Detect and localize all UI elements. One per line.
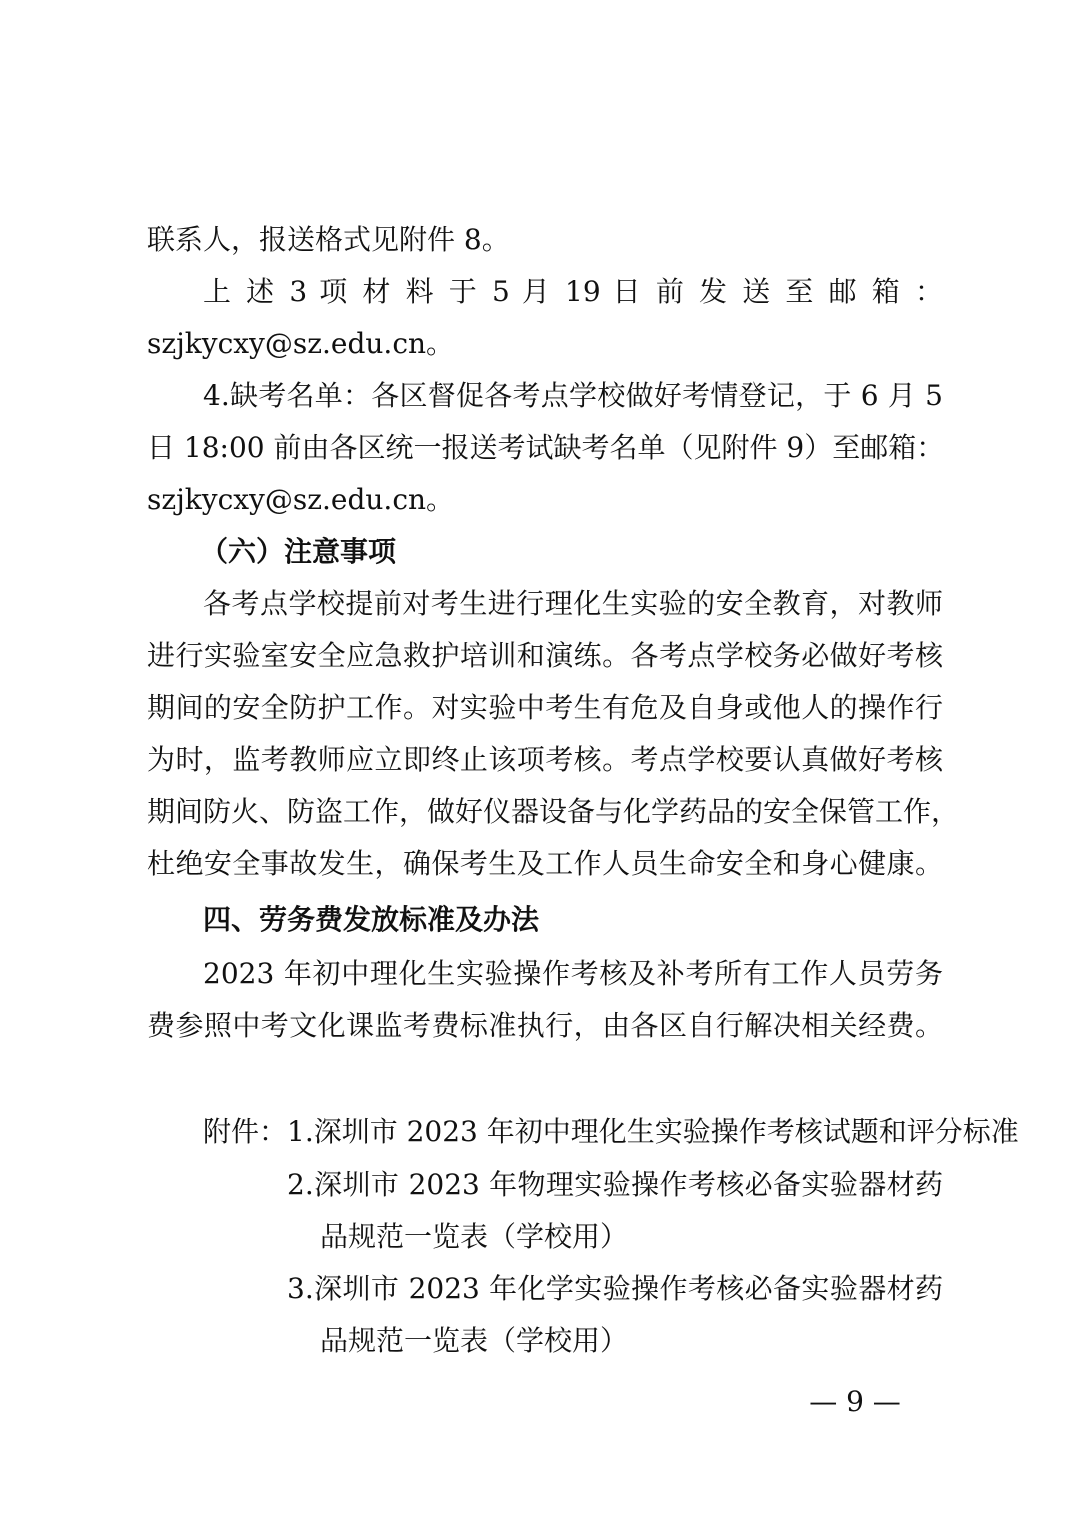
- section-heading-fees: 四、劳务费发放标准及办法: [203, 903, 540, 936]
- page-number: — 9 —: [809, 1385, 901, 1418]
- notes-line-6: 杜绝安全事故发生，确保考生及工作人员生命安全和身心健康。: [147, 847, 943, 880]
- attachment-item-2-continued: 品规范一览表（学校用）: [320, 1220, 629, 1253]
- email-address-1: szjkycxy@sz.edu.cn。: [147, 327, 455, 360]
- notes-line-5: 期间防火、防盗工作，做好仪器设备与化学药品的安全保管工作，: [147, 795, 960, 828]
- body-line-2: 上 述 3 项 材 料 于 5 月 19 日 前 发 送 至 邮 箱 ：: [203, 275, 943, 308]
- attachment-item-1: 1.深圳市 2023 年初中理化生实验操作考核试题和评分标准: [287, 1115, 1019, 1148]
- body-line-1: 联系人，报送格式见附件 8。: [147, 223, 510, 256]
- notes-line-3: 期间的安全防护工作。对实验中考生有危及自身或他人的操作行: [147, 691, 943, 724]
- notes-line-4: 为时，监考教师应立即终止该项考核。考点学校要认真做好考核: [147, 743, 943, 776]
- attachment-item-3: 3.深圳市 2023 年化学实验操作考核必备实验器材药: [287, 1272, 943, 1305]
- notes-line-2: 进行实验室安全应急救护培训和演练。各考点学校务必做好考核: [147, 639, 943, 672]
- attachment-item-3-continued: 品规范一览表（学校用）: [320, 1324, 629, 1357]
- attachment-item-2: 2.深圳市 2023 年物理实验操作考核必备实验器材药: [287, 1168, 943, 1201]
- fees-line-1: 2023 年初中理化生实验操作考核及补考所有工作人员劳务: [203, 957, 943, 990]
- body-line-deadline: 日 18:00 前由各区统一报送考试缺考名单（见附件 9）至邮箱：: [147, 431, 945, 464]
- attachments-label: 附件：: [203, 1115, 288, 1148]
- fees-line-2: 费参照中考文化课监考费标准执行，由各区自行解决相关经费。: [147, 1009, 943, 1042]
- notes-line-1: 各考点学校提前对考生进行理化生实验的安全教育，对教师: [203, 587, 943, 620]
- section-heading-notes: （六）注意事项: [200, 535, 397, 568]
- body-line-absent-list: 4.缺考名单：各区督促各考点学校做好考情登记，于 6 月 5: [203, 379, 943, 412]
- email-address-2: szjkycxy@sz.edu.cn。: [147, 483, 455, 516]
